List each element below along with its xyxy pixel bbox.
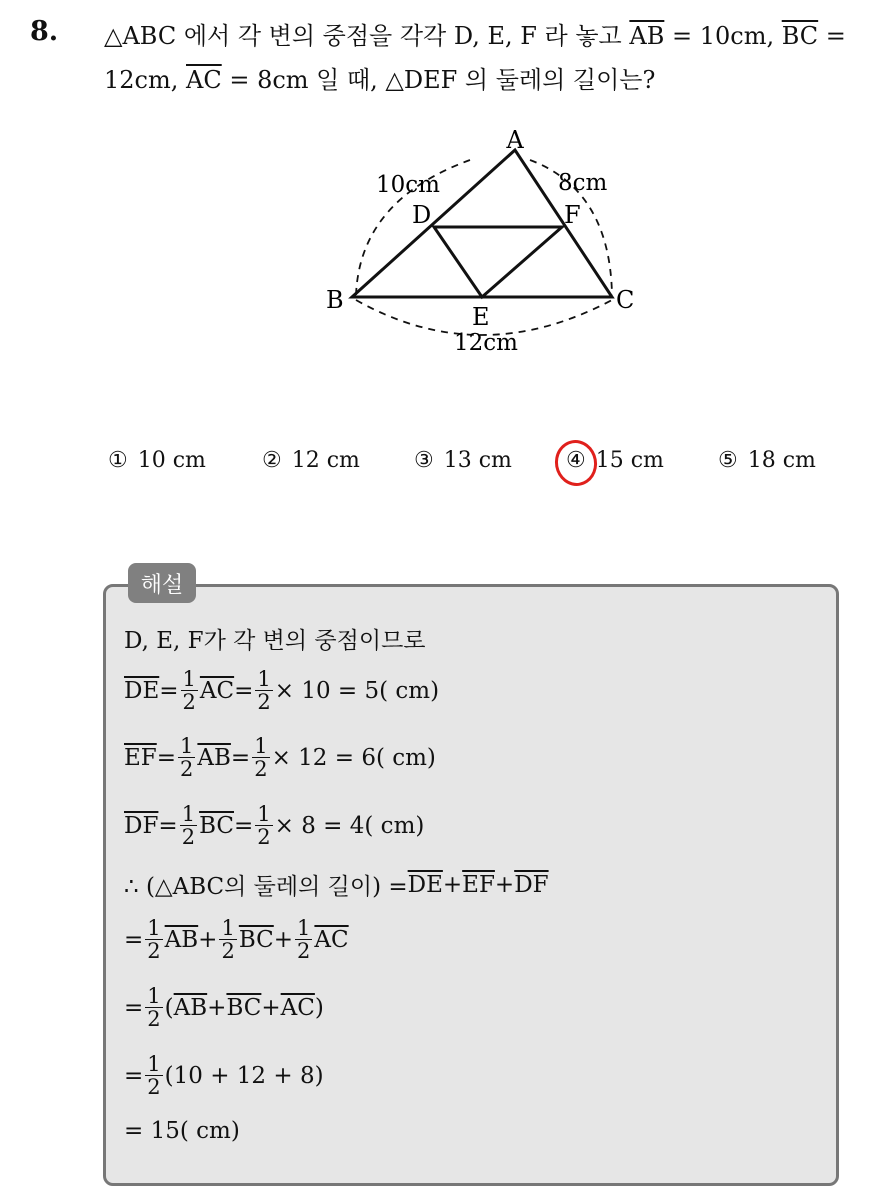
denominator: 2 [257,825,271,849]
fraction [145,985,162,1030]
numerator: 1 [221,916,235,940]
fraction [219,917,236,962]
segment: $\overline{EF}$ [124,744,157,771]
choice-text: 12 cm [291,448,360,473]
answer-choices [108,448,848,488]
segment: $\overline{EF}$ [462,871,495,898]
math-text: ∴ (△ABC의 둘레의 길이) = [124,874,408,900]
fraction [178,735,195,780]
choice-5[interactable] [718,448,816,473]
math-text: = [234,677,254,704]
math-text: = [158,812,178,839]
segment: $\overline{BC}$ [226,994,262,1021]
denominator: 2 [297,939,311,963]
solution-step-1 [124,917,349,962]
denominator: 2 [147,939,161,963]
numerator: 1 [147,1052,161,1076]
fraction [145,917,162,962]
fraction [295,917,312,962]
denominator: 2 [181,825,196,849]
numerator: 1 [147,984,161,1008]
math-text: + [494,871,515,898]
segment: $\overline{AB}$ [173,994,208,1021]
math-text: = [156,744,177,771]
segment: $\overline{AC}$ [199,677,235,704]
math-text: × 12 = 6( cm) [271,744,436,771]
label-d: D [412,201,432,229]
label-bc-length: 12cm [454,330,518,356]
fraction [252,735,269,780]
segment-ab: $\overline{AB}$ [629,22,665,50]
denominator: 2 [254,757,268,781]
segment: $\overline{AB}$ [164,926,199,953]
math-text: ) [314,994,324,1021]
numerator: 1 [182,667,196,691]
question-text [104,14,864,102]
choice-text: 13 cm [443,448,512,473]
math-text: = [234,812,254,839]
triangle-figure [300,120,660,370]
solution-step-2 [124,985,324,1030]
solution-text: D, E, F가 각 변의 중점이므로 [124,628,426,654]
choice-mark: ⑤ [718,448,738,473]
segment: $\overline{AC}$ [280,994,315,1021]
solution-line-1 [124,622,426,655]
math-text: + [273,926,294,953]
choice-mark: ① [108,448,128,473]
choice-2[interactable] [262,448,360,473]
math-text: + [198,926,218,953]
solution-step-4 [124,1118,240,1144]
label-e: E [472,303,490,331]
label-b: B [326,286,344,314]
segment-ac: $\overline{AC}$ [186,66,222,94]
fraction [255,803,272,848]
denominator: 2 [180,757,194,781]
choice-3[interactable] [414,448,512,473]
choice-text: 18 cm [747,448,816,473]
numerator: 1 [254,734,268,758]
segment: $\overline{AB}$ [197,744,231,771]
solution-step-3 [124,1053,324,1098]
question-text-part: 12cm, [104,66,186,94]
segment: $\overline{DF}$ [124,812,159,839]
math-text: × 8 = 4( cm) [274,812,425,839]
solution-tag: 해설 [128,563,196,603]
fraction [255,668,272,713]
selected-answer-circle [551,437,600,490]
label-ab-length: 10cm [376,172,440,198]
numerator: 1 [180,734,194,758]
choice-1[interactable] [108,448,206,473]
solution-de [124,668,439,713]
math-text: = [124,926,144,953]
solution-ef [124,735,436,780]
denominator: 2 [182,690,196,714]
triangle-def [434,227,562,297]
segment: $\overline{BC}$ [238,926,274,953]
denominator: 2 [147,1075,161,1099]
choice-mark: ② [262,448,282,473]
segment-bc: $\overline{BC}$ [781,22,819,50]
denominator: 2 [221,939,235,963]
numerator: 1 [257,802,271,826]
question-text-part: = 10cm, [664,22,782,50]
solution-df [124,803,424,848]
solution-therefore [124,868,549,901]
choice-4[interactable] [566,448,664,473]
numerator: 1 [297,916,311,940]
question-number: 8. [30,16,59,47]
choice-mark: ③ [414,448,434,473]
segment: $\overline{DE}$ [124,677,160,704]
math-text: + [261,994,281,1021]
math-text: + [442,871,463,898]
fraction [181,668,198,713]
segment: $\overline{BC}$ [199,812,234,839]
fraction [180,803,197,848]
math-text: ( [164,994,174,1021]
choice-mark-glyph: ④ [566,448,586,473]
math-text: = [124,1062,144,1089]
math-text: = 15( cm) [124,1118,240,1144]
question-text-part: = 8cm 일 때, △DEF 의 둘레의 길이는? [221,66,656,94]
choice-text: 10 cm [137,448,206,473]
label-ac-length: 8cm [558,170,608,196]
denominator: 2 [147,1007,161,1031]
label-a: A [506,126,524,154]
math-text: (10 + 12 + 8) [164,1062,324,1089]
segment: $\overline{DE}$ [407,871,443,898]
numerator: 1 [181,802,196,826]
choice-mark [566,448,586,473]
fraction [145,1053,162,1098]
choice-text: 15 cm [595,448,664,473]
segment: $\overline{DF}$ [514,871,549,898]
math-text: + [207,994,227,1021]
math-text: = [124,994,144,1021]
question-text-part: △ABC 에서 각 변의 중점을 각각 D, E, F 라 놓고 [104,22,622,50]
segment: $\overline{AC}$ [314,926,349,953]
question-text-part: = [818,22,846,50]
math-text: = [159,677,179,704]
math-text: = [230,744,251,771]
label-c: C [616,286,635,314]
denominator: 2 [257,690,271,714]
label-f: F [564,201,581,229]
triangle-svg [300,120,660,370]
math-text: × 10 = 5( cm) [274,677,440,704]
numerator: 1 [257,667,271,691]
numerator: 1 [147,916,161,940]
